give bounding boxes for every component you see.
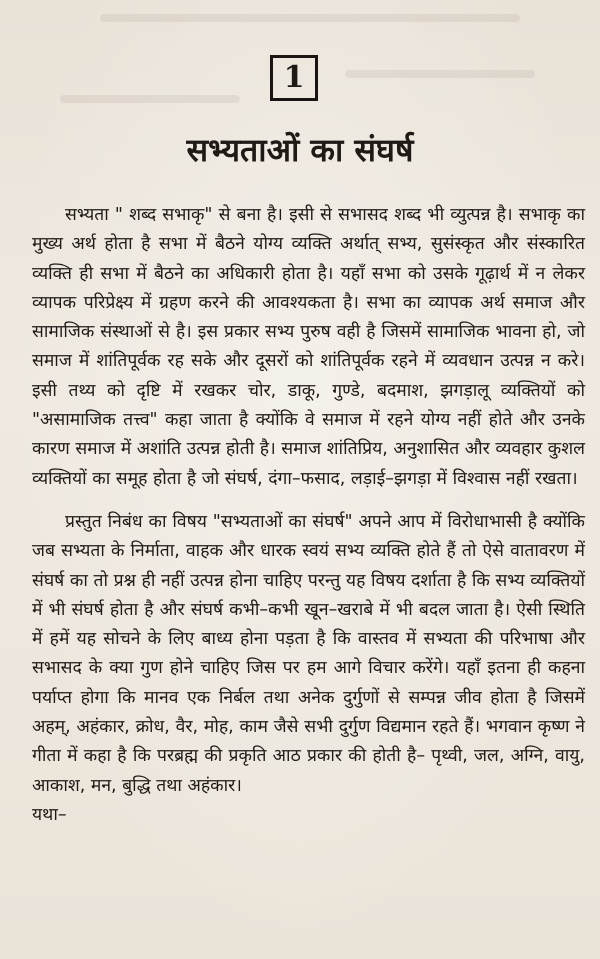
chapter-number: 1 xyxy=(283,60,305,95)
chapter-body xyxy=(32,201,585,830)
chapter-title: सभ्यताओं का संघर्ष xyxy=(186,131,414,169)
paragraph-2: प्रस्तुत निबंध का विषय "सभ्यताओं का संघर्ष" अपने आप में विरोधाभासी है क्योंकि जब सभ्यता के निर्माता, वाहक और धारक स्वयं सभ्य व्यक्ति होते हैं तो ऐसे वातावरण में संघर्ष का तो प्रश्न ही नहीं उत्पन्न होना चाहिए परन्तु यह विषय दर्शाता है कि सभ्य व्यक्तियों में भी संघर्ष होता है और संघर्ष कभी–कभी खून–खराबे में भी बदल जाता है। ऐसी स्थिति में हमें यह सोचने के लिए बाध्य होना पड़ता है कि वास्तव में सभ्यता की परिभाषा और सभासद के क्या गुण होने चाहिए जिस पर हम आगे विचार करेंगे। यहाँ इतना ही कहना पर्याप्त होगा कि मानव एक निर्बल तथा अनेक दुर्गुणों से सम्पन्न जीव होता है जिसमें अहम्, अहंकार, क्रोध, वैर, मोह, काम जैसे सभी दुर्गुण विद्यमान रहते हैं। भगवान कृष्ण ने गीता में कहा है कि परब्रह्म की प्रकृति आठ प्रकार की होती है– पृथ्वी, जल, अग्नि, वायु, आकाश, मन, बुद्धि तथा अहंकार। xyxy=(32,511,585,796)
paragraph-1: सभ्यता " शब्द सभाकृ" से बना है। इसी से सभासद शब्द भी व्युत्पन्न है। सभाकृ का मुख्य अर्थ होता है सभा में बैठने योग्य व्यक्ति अर्थात् सभ्य, सुसंस्कृत और संस्कारित व्यक्ति ही सभा में बैठने का अधिकारी होता है। यहाँ सभा को उसके गूढ़ार्थ में न लेकर व्यापक परिप्रेक्ष्य में ग्रहण करने की आवश्यकता है। सभा का व्यापक अर्थ समाज और सामाजिक संस्थाओं से है। इस प्रकार सभ्य पुरुष वही है जिसमें सामाजिक भावना हो, जो समाज में शांतिपूर्वक रह सके और दूसरों को शांतिपूर्वक रहने में व्यवधान उत्पन्न न करे। इसी तथ्य को दृष्टि में रखकर चोर, डाकू, गुण्डे, बदमाश, झगड़ालू व्यक्तियों को "असामाजिक तत्त्व" कहा जाता है क्योंकि वे समाज में रहने योग्य नहीं होते और उनके कारण समाज में अशांति उत्पन्न होती है। समाज शांतिप्रिय, अनुशासित और व्यवहार कुशल व्यक्तियों का समूह होता है जो संघर्ष, दंगा–फसाद, लड़ाई–झगड़ा में विश्वास नहीं रखता। xyxy=(32,205,586,489)
paragraph-3: यथा– xyxy=(32,804,67,825)
chapter-number-box xyxy=(270,55,318,101)
bleed-through-line xyxy=(100,14,520,22)
bleed-through-line xyxy=(60,95,240,103)
bleed-through-line xyxy=(345,70,535,78)
